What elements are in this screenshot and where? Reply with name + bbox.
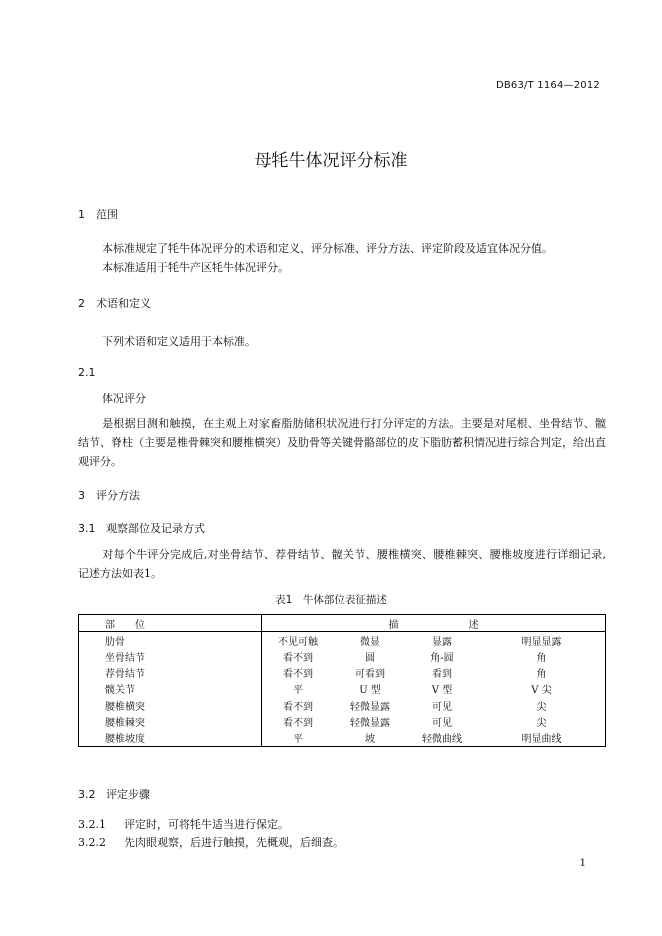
row-desc: 可见 <box>432 701 452 713</box>
row-desc: 明显显露 <box>521 636 562 648</box>
table-header-row <box>79 615 606 632</box>
row-desc: 看到 <box>432 669 452 681</box>
row-desc: 明显曲线 <box>521 733 562 745</box>
section-title: 评定步骤 <box>106 788 150 801</box>
row-desc: U 型 <box>359 685 381 697</box>
table-row <box>79 681 606 697</box>
row-desc: 不见可触 <box>278 636 318 648</box>
clause-3-2-2 <box>78 834 344 852</box>
header-part: 部 位 <box>79 615 262 632</box>
clause-number: 3.2.2 <box>78 836 106 849</box>
section-3-1-heading <box>78 520 205 536</box>
clause-3-2-1 <box>78 816 289 834</box>
row-desc: 微显 <box>360 636 380 648</box>
row-desc: 角 <box>536 669 547 681</box>
row-part: 腰椎横突 <box>79 697 262 713</box>
row-desc: 看不到 <box>283 669 313 681</box>
row-desc: 尖 <box>536 701 547 713</box>
row-desc: V 型 <box>431 685 453 697</box>
section-title: 术语和定义 <box>96 297 151 310</box>
paragraph: 下列术语和定义适用于本标准。 <box>102 335 256 348</box>
row-desc: 角-圆 <box>430 652 454 664</box>
paragraph <box>78 545 606 583</box>
section-1-heading <box>78 206 118 222</box>
row-part: 荐骨结节 <box>79 665 262 681</box>
section-2-1-number: 2.1 <box>78 366 96 379</box>
page-title: 母牦牛体况评分标准 <box>254 151 408 171</box>
row-desc: 平 <box>293 685 303 697</box>
row-part: 腰椎坡度 <box>79 729 262 746</box>
body-part-table <box>78 614 606 747</box>
section-title: 范围 <box>96 208 118 221</box>
row-desc: 轻微曲线 <box>422 733 462 745</box>
table-row <box>79 729 606 746</box>
table-row <box>79 713 606 729</box>
section-title: 评分方法 <box>96 489 140 502</box>
section-3-heading <box>78 487 140 503</box>
table-row <box>79 632 606 649</box>
row-part: 腰椎棘突 <box>79 713 262 729</box>
row-desc: V 尖 <box>531 685 552 697</box>
paragraph-text: 对每个牛评分完成后,对坐骨结节、荐骨结节、髋关节、腰椎横突、腰椎棘突、腰椎坡度进行详细记录, 记述方法如表1。 <box>78 548 606 580</box>
section-number: 2 <box>78 297 85 310</box>
row-part: 坐骨结节 <box>79 648 262 664</box>
row-desc: 角 <box>536 652 547 664</box>
row-part: 肋骨 <box>79 632 262 649</box>
clause-number: 3.2.1 <box>78 818 106 831</box>
row-desc: 看不到 <box>283 652 313 664</box>
row-part: 髋关节 <box>79 681 262 697</box>
row-desc: 坡 <box>365 733 375 745</box>
row-desc: 轻微显露 <box>350 701 390 713</box>
row-desc: 显露 <box>432 636 452 648</box>
paragraph: 本标准规定了牦牛体况评分的术语和定义、评分标准、评分方法、评定阶段及适宜体况分值。 <box>102 242 553 255</box>
section-title: 观察部位及记录方式 <box>106 522 205 535</box>
row-desc: 可看到 <box>355 669 385 681</box>
clause-text: 评定时，可将牦牛适当进行保定。 <box>124 818 289 831</box>
clause-text: 先肉眼观察，后进行触摸，先概观，后细查。 <box>124 836 344 849</box>
row-desc: 看不到 <box>283 717 313 729</box>
term-title: 体况评分 <box>102 392 146 405</box>
section-number: 3.1 <box>78 522 96 535</box>
section-number: 3 <box>78 489 85 502</box>
section-3-2-heading <box>78 786 150 802</box>
header-desc: 描 述 <box>262 615 606 632</box>
paragraph: 本标准适用于牦牛产区牦牛体况评分。 <box>102 261 289 274</box>
row-desc: 轻微显露 <box>350 717 390 729</box>
doc-code: DB63/T 1164—2012 <box>495 80 600 91</box>
section-number: 3.2 <box>78 788 96 801</box>
row-desc: 圆 <box>365 652 375 664</box>
row-desc: 看不到 <box>283 701 313 713</box>
row-desc: 尖 <box>536 717 547 729</box>
table-caption: 表1 牛体部位表征描述 <box>275 594 387 606</box>
row-desc: 可见 <box>432 717 452 729</box>
section-number: 1 <box>78 208 85 221</box>
table-row <box>79 697 606 713</box>
page-number: 1 <box>579 858 586 869</box>
definition-text: 是根据目测和触摸，在主观上对家畜脂肪储积状况进行打分评定的方法。主要是对尾根、坐骨结节、髋结节、脊柱（主要是椎骨棘突和腰椎横突）及肋骨等关键骨骼部位的皮下脂肪蓄积情况进行综合判定，给出直观评分。 <box>78 417 606 468</box>
row-desc: 平 <box>293 733 303 745</box>
definition-paragraph <box>78 414 606 471</box>
table-row <box>79 648 606 664</box>
table-row <box>79 665 606 681</box>
section-2-heading <box>78 295 151 311</box>
